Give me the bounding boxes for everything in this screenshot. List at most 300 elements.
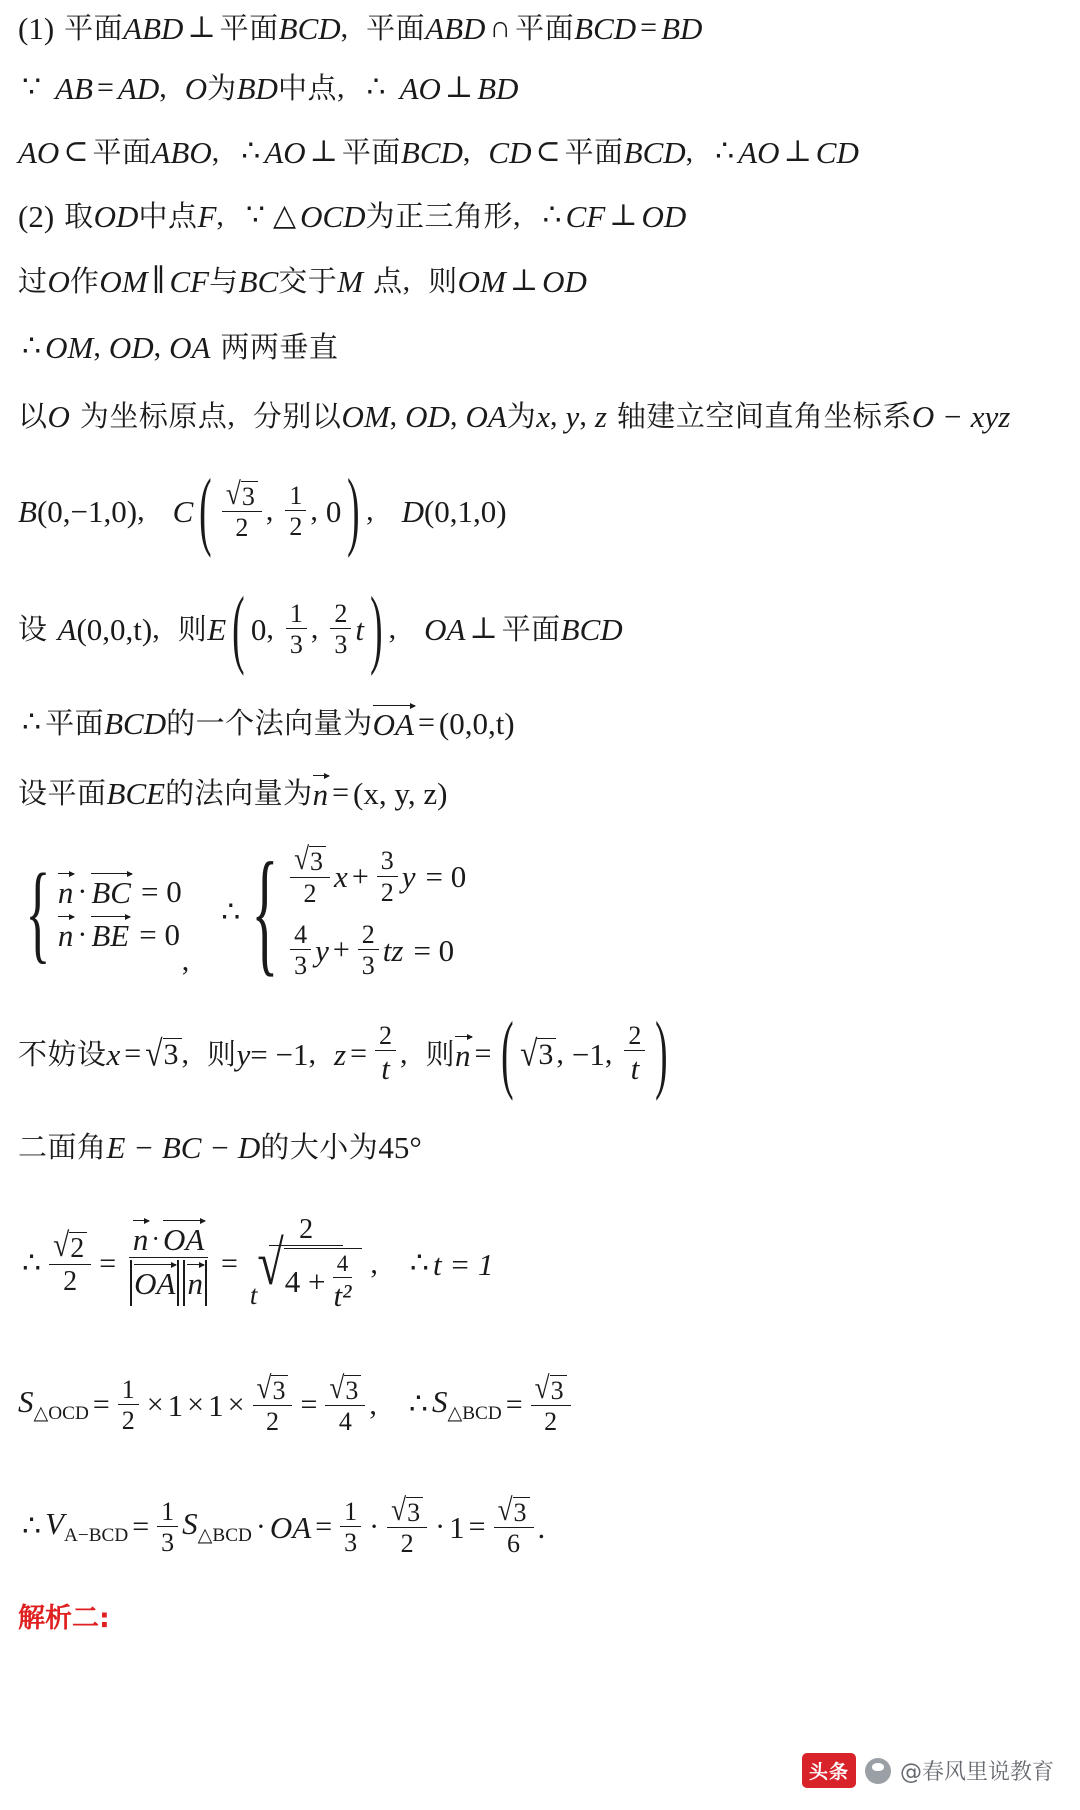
numerator <box>290 841 330 877</box>
therefore-icon: ∴ <box>409 1247 430 1280</box>
factor-one: 1 <box>167 1387 184 1423</box>
fraction-sqrt2-over-2 <box>49 1226 91 1297</box>
segment-oa: OA <box>465 398 507 434</box>
segment-cd: CD <box>815 134 859 170</box>
subscript-bcd: △BCD <box>197 1525 252 1547</box>
comma: , <box>366 494 374 527</box>
equals-zero: = 0 <box>139 917 180 952</box>
radical-icon: √ <box>329 1370 345 1405</box>
equals-icon: = <box>92 1388 110 1421</box>
factor-one: 1 <box>449 1509 465 1545</box>
watermark <box>802 1753 1054 1788</box>
point-e-z-var: t <box>355 611 364 647</box>
dot-icon: · <box>255 1510 266 1543</box>
radicand <box>284 1248 363 1313</box>
vector-oa: OA <box>162 1221 205 1257</box>
rparen: ) <box>655 1004 668 1102</box>
variable-y: y <box>236 1036 251 1072</box>
variable-x: x <box>334 859 348 895</box>
comma: , <box>227 399 235 432</box>
plane-bcd: BCD <box>560 611 623 647</box>
comma: , <box>685 135 694 168</box>
axis-y: y <box>565 398 580 434</box>
origin-text: 为坐标原点 <box>79 398 228 433</box>
denominator <box>246 1229 367 1314</box>
segment-om: OM <box>99 263 148 299</box>
radicand: 3 <box>271 1375 288 1404</box>
proof-line-normal-bce <box>0 758 1080 828</box>
segment-cf: CF <box>565 198 606 234</box>
comma: , <box>211 135 220 168</box>
denominator: 3 <box>344 1528 358 1557</box>
segment-od: OD <box>641 198 687 234</box>
denominator: 3 <box>161 1528 175 1557</box>
fraction-sqrt3-over-4 <box>325 1370 365 1436</box>
comma: , <box>216 199 224 232</box>
numerator: 4 <box>290 921 311 950</box>
lparen: ( <box>232 579 245 677</box>
times-icon: × <box>146 1388 164 1421</box>
equals-icon: = <box>474 1037 492 1070</box>
sqrt-3 <box>329 1370 361 1405</box>
variable-x: x <box>106 1036 121 1072</box>
comma: , <box>556 1037 564 1070</box>
denominator: 6 <box>507 1529 521 1558</box>
radicand: 2 <box>69 1232 87 1263</box>
midpoint-word: 中点 <box>277 70 337 105</box>
comma: , <box>152 612 160 645</box>
fraction-sqrt3-over-2 <box>253 1370 293 1436</box>
denominator: 2 <box>303 878 317 908</box>
sqrt-3 <box>391 1492 423 1527</box>
equals-icon: = <box>124 1037 142 1070</box>
fraction-2-over-t <box>375 1022 396 1086</box>
plus-icon: + <box>332 933 350 967</box>
yu-word: 与 <box>209 263 239 298</box>
area-bcd-label <box>182 1508 252 1545</box>
perp-icon: ⊥ <box>444 71 474 104</box>
segment-om: OM <box>457 263 506 299</box>
sqrt-3 <box>520 1033 556 1074</box>
comma: , <box>181 944 190 977</box>
plane-word: 平面 <box>564 134 624 169</box>
point-o: O <box>184 70 208 106</box>
comma: , <box>462 135 471 168</box>
equals-icon: = <box>220 1247 238 1280</box>
equation-n-dot-be <box>58 918 182 951</box>
radical-icon: √ <box>53 1226 70 1264</box>
vector-n: n <box>312 776 329 812</box>
dihedral-name: E − BC − D <box>106 1129 261 1165</box>
point-c-z: 0 <box>325 493 342 529</box>
plane-abd: ABD <box>123 10 184 46</box>
comma: , <box>308 1037 316 1070</box>
vector-n-value <box>495 1004 674 1102</box>
sqrt-3 <box>534 1370 567 1405</box>
variable-y: y <box>315 932 329 968</box>
equation-n-dot-bc <box>58 875 182 908</box>
system-left <box>18 850 182 974</box>
plane-bcd: BCD <box>278 10 341 46</box>
equation-1 <box>286 841 467 908</box>
therefore-icon: ∴ <box>22 1510 42 1543</box>
proof-line-normal-bcd <box>0 688 1080 758</box>
comma: , <box>400 1037 408 1070</box>
denominator: t <box>630 1051 640 1087</box>
point-d-coords: (0,1,0) <box>423 493 507 529</box>
numerator <box>387 1492 427 1528</box>
sqrt-3 <box>294 841 326 877</box>
equals-icon: = <box>99 1247 117 1280</box>
dot-icon: · <box>369 1510 380 1543</box>
plane-word: 平面 <box>64 10 124 45</box>
fraction-dot-over-norms <box>124 1222 213 1307</box>
normal-vector-text: 的一个法向量为 <box>166 705 373 740</box>
equals-icon: = <box>300 1388 318 1421</box>
ze-word: 则 <box>425 1036 456 1071</box>
fraction-sqrt3-over-2 <box>222 476 262 542</box>
vector-oa-value: (0,0,t) <box>438 705 515 741</box>
point-o: O <box>47 263 70 299</box>
fraction-2-over-3 <box>358 921 379 980</box>
comma: , <box>181 1037 189 1070</box>
mutually-perp-text: 两两垂直 <box>220 329 339 364</box>
equals-zero: = 0 <box>140 874 182 909</box>
denominator: 3 <box>334 630 348 659</box>
lparen: ( <box>501 1004 514 1102</box>
comma: , <box>137 494 145 527</box>
vector-oa: OA <box>134 1265 176 1301</box>
numerator: 1 <box>285 482 306 511</box>
denominator: 2 <box>380 877 394 907</box>
point-c-label: C <box>172 493 194 529</box>
she-word: 设 <box>18 611 48 646</box>
variable-tz: tz <box>382 932 404 968</box>
proof-line-1 <box>0 0 1080 56</box>
plane-word: 平面 <box>515 10 575 45</box>
segment-od: OD <box>405 398 450 434</box>
numerator: 1 <box>340 1498 361 1527</box>
comma: , <box>159 71 167 104</box>
proof-line-4 <box>0 184 1080 248</box>
segment-ao: AO <box>399 70 441 106</box>
segment-cf: CF <box>169 263 210 299</box>
normal-of-text: 的法向量为 <box>165 775 313 810</box>
dihedral-value: 45° <box>378 1129 422 1165</box>
sqrt-3 <box>225 476 258 511</box>
radical-icon: √ <box>294 841 310 877</box>
segment-ao: AO <box>738 134 780 170</box>
plane-abo: ABO <box>151 134 212 170</box>
yi-word: 以 <box>18 398 48 433</box>
plane-bcd: BCD <box>400 134 463 170</box>
proof-line-2 <box>0 56 1080 120</box>
therefore-icon: ∴ <box>22 706 42 739</box>
fraction-sqrt3-over-2 <box>387 1492 427 1558</box>
equals-icon: = <box>505 1388 523 1421</box>
segment-od: OD <box>108 329 154 365</box>
y-value: = −1 <box>250 1036 309 1072</box>
point-b-coords: (0,−1,0) <box>36 493 138 529</box>
point-e-label: E <box>207 611 227 647</box>
segment-bd: BD <box>236 70 278 106</box>
proof-line-points-ae <box>0 570 1080 688</box>
radicand: 3 <box>537 1038 556 1070</box>
equals-zero: = 0 <box>425 859 467 895</box>
she-plane-text: 设平面 <box>18 775 107 810</box>
fraction-sqrt3-over-2 <box>290 841 330 908</box>
perp-icon: ⊥ <box>309 135 338 168</box>
fraction-2-over-t <box>624 1022 645 1086</box>
vector-be: BE <box>91 918 130 953</box>
subset-icon: ⊂ <box>535 135 561 168</box>
fraction-sqrt3-over-6 <box>494 1492 534 1558</box>
denominator: 2 <box>121 1406 135 1435</box>
therefore-icon: ∴ <box>22 330 42 363</box>
t-conclusion: t = 1 <box>433 1246 494 1282</box>
variable-t: t <box>249 1279 258 1310</box>
comma: , <box>336 71 345 104</box>
dot-icon: · <box>435 1510 446 1543</box>
plane-word: 平面 <box>92 134 152 169</box>
fraction-1-over-2 <box>118 1376 139 1435</box>
guo-word: 过 <box>18 263 48 298</box>
fraction-sqrt3-over-2 <box>531 1370 571 1436</box>
therefore-icon: ∴ <box>542 199 562 232</box>
sqrt-3 <box>497 1492 530 1527</box>
numerator: 1 <box>286 600 307 629</box>
coord-system-text: 轴建立空间直角坐标系 <box>616 398 912 433</box>
numerator: 2 <box>358 921 379 950</box>
denominator: 2 <box>235 513 249 542</box>
part2-marker: (2) <box>18 198 55 234</box>
equilateral-text: 为正三角形 <box>365 198 514 233</box>
equals-icon: = <box>468 1510 486 1543</box>
zuo-word: 作 <box>69 263 100 298</box>
period: . <box>537 1509 546 1545</box>
comma: , <box>513 199 521 232</box>
proof-line-points-bcd <box>0 452 1080 570</box>
because-icon: ∵ <box>22 71 42 104</box>
sqrt-expression <box>257 1229 362 1314</box>
vector-bc: BC <box>91 875 131 910</box>
numerator <box>129 1222 209 1259</box>
numerator: 2 <box>330 600 351 629</box>
sqrt-3 <box>256 1370 289 1405</box>
therefore-icon: ∴ <box>408 1388 428 1421</box>
point-a-coords: (0,0,t) <box>76 611 153 647</box>
comma: , <box>579 399 587 432</box>
point-c-coords <box>193 461 366 559</box>
size-text: 的大小为 <box>260 1129 379 1164</box>
abs-bar <box>183 1260 185 1306</box>
plane-word: 平面 <box>45 705 105 740</box>
comma: , <box>449 399 458 432</box>
fraction-1-over-2 <box>285 482 306 541</box>
equals-icon: = <box>417 706 435 739</box>
equals-icon: = <box>96 71 114 104</box>
volume-label <box>45 1508 128 1545</box>
subscript-bcd: △BCD <box>447 1403 502 1425</box>
numerator: 2 <box>269 1215 343 1246</box>
segment-ab: AB <box>55 70 93 106</box>
comma: , <box>402 264 411 297</box>
point-d-label: D <box>401 493 424 529</box>
radical-icon: √ <box>520 1033 538 1074</box>
comma: , <box>266 612 274 645</box>
perp-icon: ⊥ <box>469 612 498 645</box>
coord-system-name: O − xyz <box>911 398 1011 434</box>
radical-icon: √ <box>534 1370 550 1405</box>
plane-word: 平面 <box>341 134 401 169</box>
axis-x: x <box>536 398 551 434</box>
segment-cd: CD <box>488 134 532 170</box>
equals-icon: = <box>132 1510 150 1543</box>
abs-bar <box>177 1260 179 1306</box>
point-f: F <box>197 198 217 234</box>
point-a-label: A <box>57 611 77 647</box>
proof-line-7 <box>0 380 1080 452</box>
denominator: t² <box>333 1278 352 1314</box>
watermark-handle: @春风里说教育 <box>899 1760 1054 1785</box>
radicand: 3 <box>163 1038 182 1070</box>
proof-line-3 <box>0 120 1080 184</box>
segment-bd: BD <box>661 10 703 46</box>
denominator: 2 <box>544 1407 558 1436</box>
perp-icon: ⊥ <box>187 11 216 44</box>
segment-oa: OA <box>424 611 466 647</box>
numerator: 1 <box>118 1376 139 1405</box>
fraction-2-over-tsqrt <box>246 1215 367 1313</box>
segment-oa: OA <box>169 329 211 365</box>
numerator <box>325 1370 365 1406</box>
equation-2 <box>286 921 466 980</box>
times-icon: × <box>187 1388 205 1421</box>
segment-ad: AD <box>117 70 160 106</box>
equals-icon: = <box>332 776 350 809</box>
rparen: ) <box>370 579 383 677</box>
plane-bcd: BCD <box>104 705 167 741</box>
v-symbol: V <box>45 1506 65 1542</box>
proof-line-cos-equation <box>0 1184 1080 1344</box>
lparen: ( <box>199 461 212 559</box>
intersection-icon: ∩ <box>489 11 512 44</box>
plane-word: 平面 <box>366 10 426 45</box>
denominator: 3 <box>294 951 308 981</box>
sqrt-2 <box>53 1226 87 1264</box>
segment-od: OD <box>542 263 587 299</box>
denominator: 3 <box>361 951 375 981</box>
factor-one: 1 <box>208 1387 224 1423</box>
subscript-a-bcd: A−BCD <box>64 1525 129 1547</box>
radicand: 3 <box>550 1375 567 1404</box>
abs-bar <box>205 1260 207 1306</box>
vector-n: n <box>187 1265 203 1301</box>
numerator <box>49 1226 91 1265</box>
radical-icon: √ <box>145 1033 163 1074</box>
radical-icon: √ <box>497 1492 513 1527</box>
therefore-icon: ∴ <box>715 135 735 168</box>
proof-line-volume <box>0 1466 1080 1588</box>
denominator: 2 <box>289 512 303 541</box>
segment-bc: BC <box>238 263 279 299</box>
radical-icon: √ <box>256 1370 272 1405</box>
because-icon: ∵ <box>245 199 265 232</box>
comma: , <box>93 330 101 363</box>
vector-n: n <box>132 1221 149 1257</box>
left-brace-icon: { <box>25 850 51 974</box>
numerator: 1 <box>157 1498 178 1527</box>
therefore-icon: ∴ <box>241 135 261 168</box>
plane-word: 平面 <box>501 611 561 646</box>
plane-word: 平面 <box>219 10 279 45</box>
subscript-ocd: △OCD <box>33 1403 89 1425</box>
variable-z: z <box>334 1036 347 1072</box>
perp-icon: ⊥ <box>509 264 539 297</box>
radical-icon: √ <box>225 476 241 511</box>
proof-line-areas <box>0 1344 1080 1466</box>
radicand: 3 <box>344 1375 361 1404</box>
fraction-4-over-3 <box>290 921 311 980</box>
fraction-3-over-2 <box>377 847 398 906</box>
plane-bce: BCE <box>106 775 166 811</box>
numerator: 2 <box>375 1022 396 1051</box>
segment-ao: AO <box>18 134 60 170</box>
point-e-coords <box>226 579 388 677</box>
axis-z: z <box>594 398 607 434</box>
wei-word: 为 <box>207 70 237 105</box>
four-plus: 4 + <box>284 1264 326 1300</box>
ze-word: 则 <box>177 611 208 646</box>
plus-icon: + <box>351 859 369 893</box>
segment-bd: BD <box>477 70 519 106</box>
comma: , <box>310 612 319 645</box>
analysis-2-label: 解析二: <box>18 1602 110 1634</box>
comma: , <box>550 399 558 432</box>
dihedral-word: 二面角 <box>18 1129 107 1164</box>
denominator: 3 <box>289 630 303 659</box>
fraction-4-over-t2 <box>330 1252 356 1313</box>
equals-icon: = <box>640 11 658 44</box>
rparen: ) <box>347 461 360 559</box>
denominator <box>124 1258 213 1306</box>
ze-word: 则 <box>207 1036 237 1071</box>
therefore-icon: ∴ <box>366 71 386 104</box>
equation-system-block <box>0 828 1080 998</box>
dot-icon: · <box>151 1224 160 1254</box>
triangle-icon: △ <box>273 199 297 232</box>
dot-icon: · <box>77 917 88 951</box>
sqrt-3 <box>145 1033 181 1074</box>
proof-line-dihedral <box>0 1110 1080 1184</box>
subset-icon: ⊂ <box>63 135 89 168</box>
respectively-text: 分别以 <box>252 398 342 433</box>
system-right-rows <box>286 841 467 981</box>
perp-icon: ⊥ <box>783 135 812 168</box>
vector-oa: OA <box>372 706 414 742</box>
point-e-x: 0 <box>250 611 267 647</box>
therefore-icon: ∴ <box>221 896 241 929</box>
denominator: 4 <box>338 1407 352 1436</box>
segment-od: OD <box>93 198 139 234</box>
proof-line-solve-n <box>0 998 1080 1110</box>
comma: , <box>388 612 397 645</box>
s-symbol: S <box>431 1384 448 1420</box>
avatar <box>865 1758 891 1784</box>
area-bcd-label <box>432 1386 502 1423</box>
vector-n: n <box>455 1037 471 1073</box>
radicand: 3 <box>513 1497 530 1526</box>
